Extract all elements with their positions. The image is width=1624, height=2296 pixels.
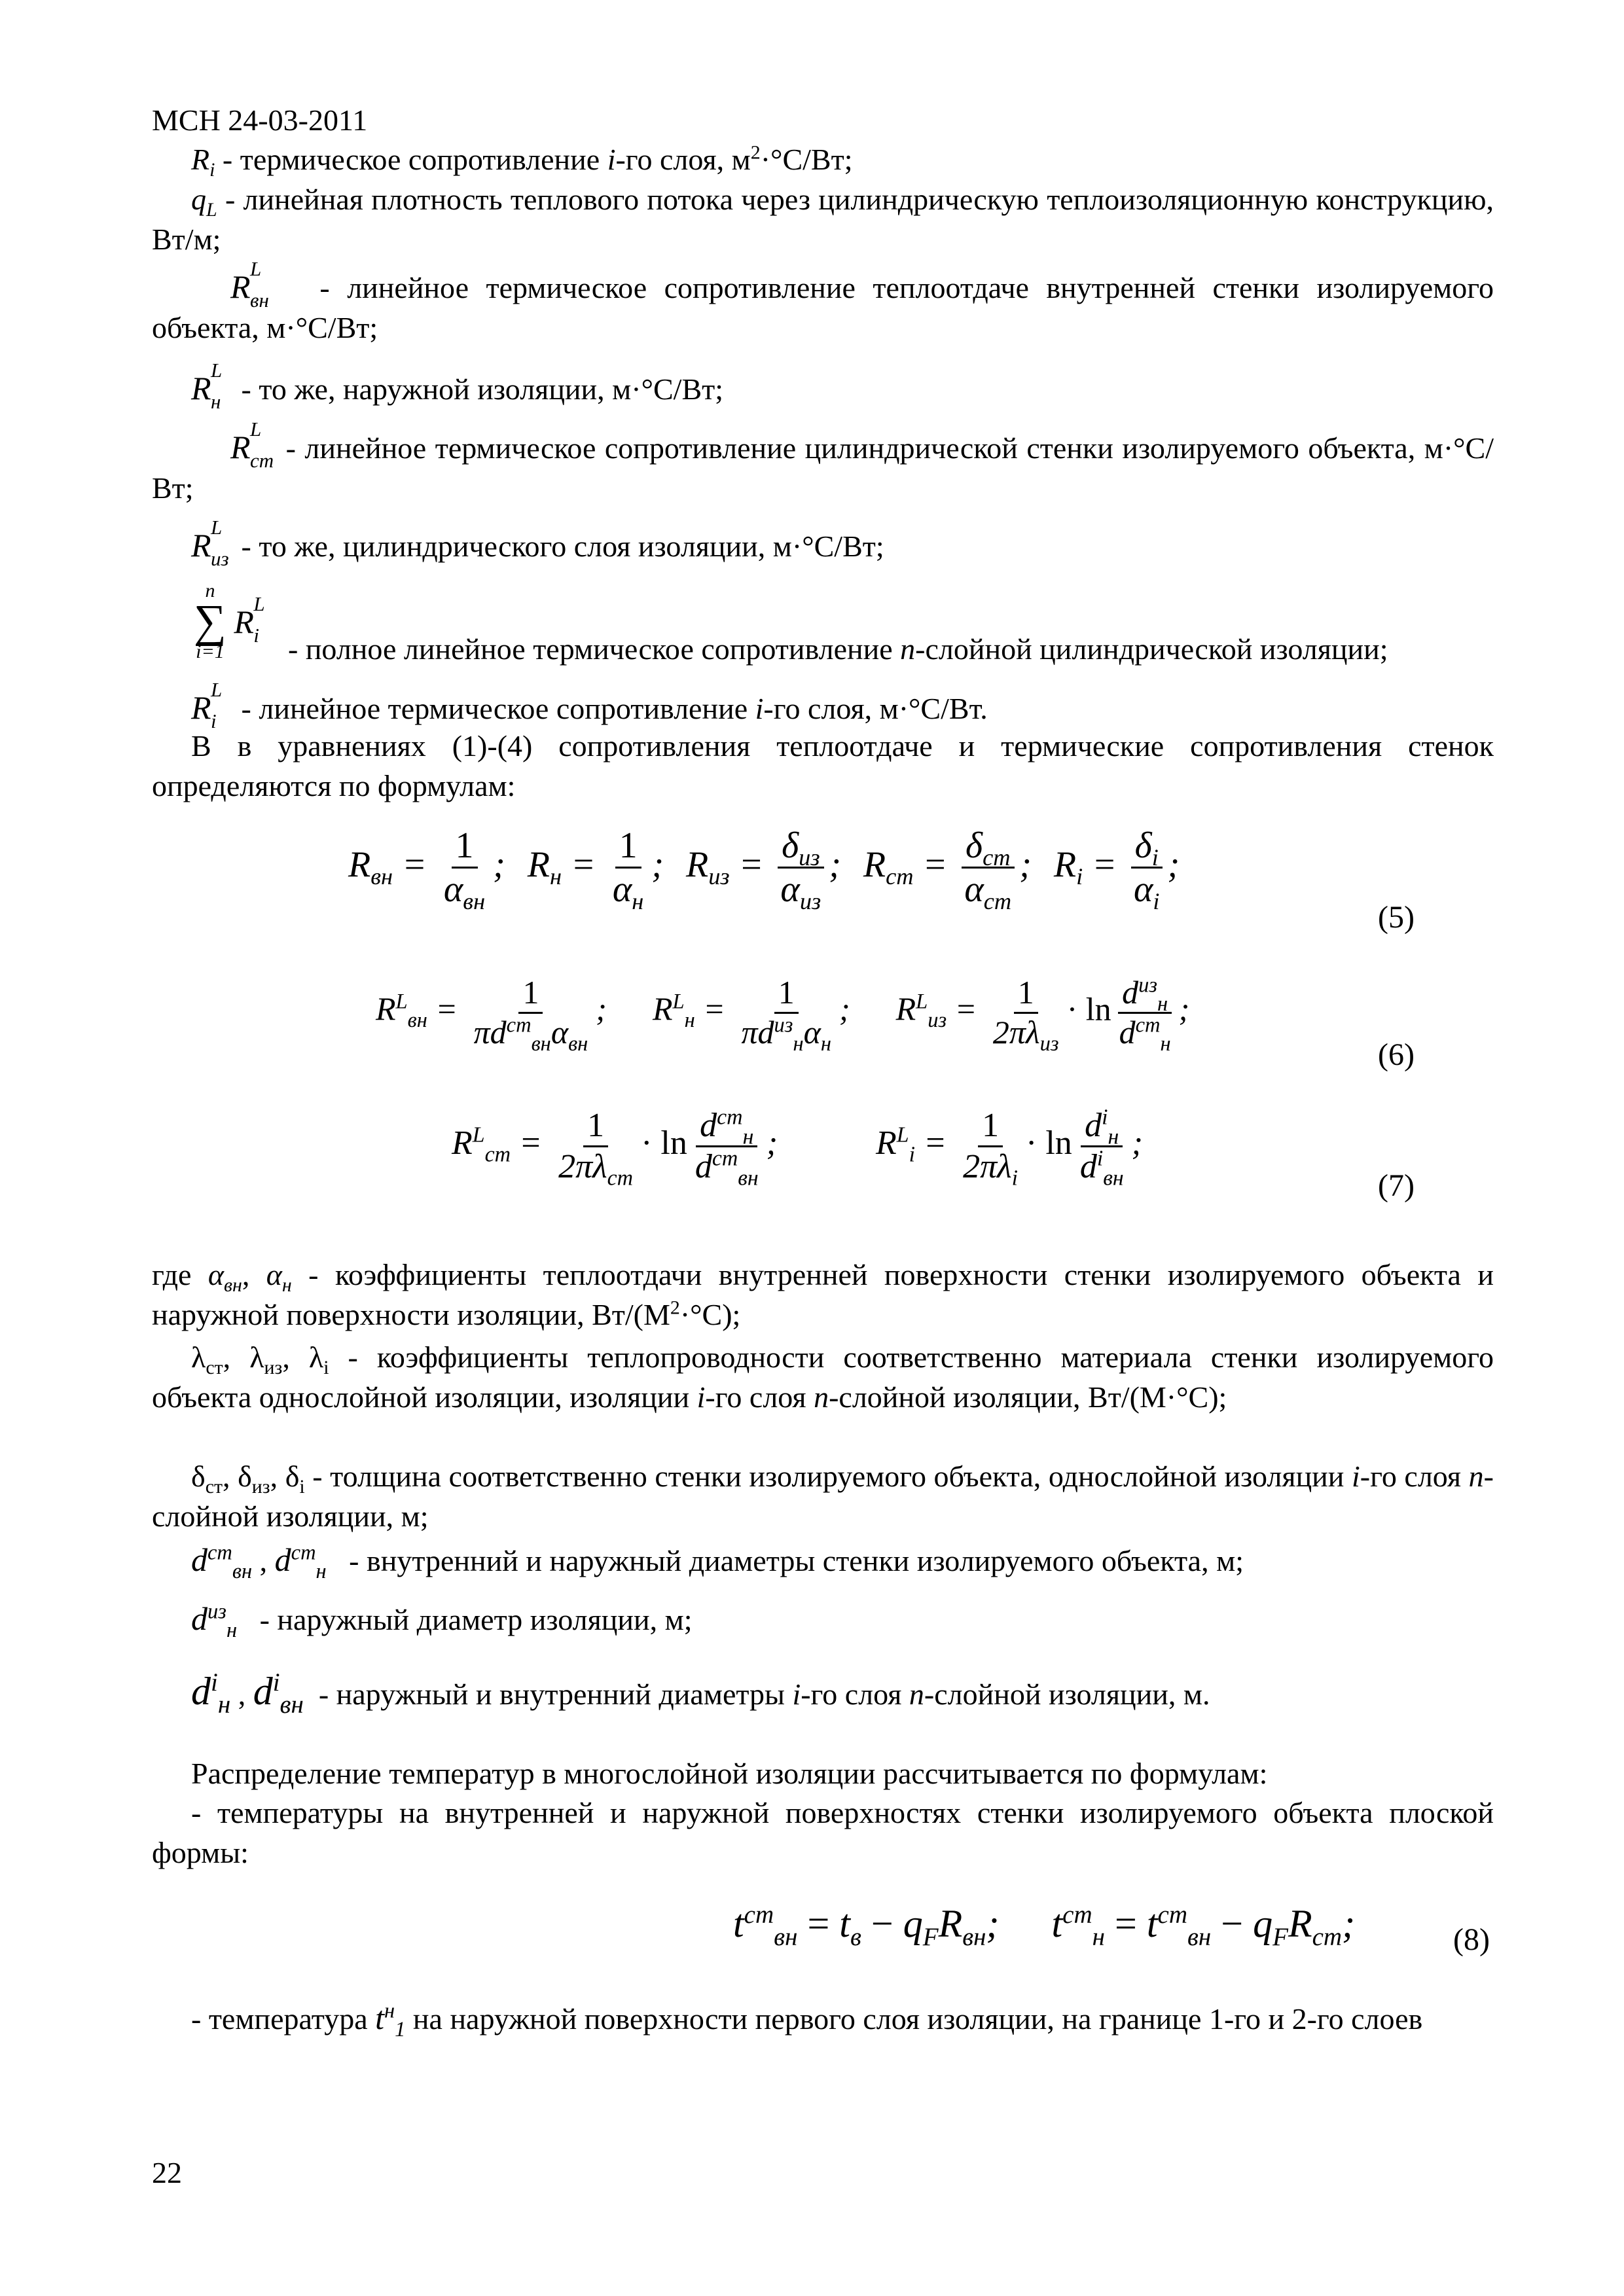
where-lambda: $\lambda_{ст}$, $\lambda_{из}$, $\lambda_i$ - коэффициенты теплопроводности соответственно материала стенки изолируемого объекта однослойной изоляции, изоляции i-го слоя n-слойной изоляции, Вт/(М·°С);: [152, 1340, 1494, 1414]
def-R-sum: - полное линейное термическое сопротивление n-слойной цилиндрической изоляции;: [288, 632, 1388, 666]
equation-number-7: (7): [1378, 1168, 1415, 1203]
where-alpha: где $\alpha_{вн}$, $\alpha_н$ - коэффициенты теплоотдачи внутренней поверхности стенки изолируемого объекта и наружной поверхности изоляции, $Вт/(М^2\cdot^\circ С)$;: [152, 1258, 1494, 1331]
standard-code: МСН 24-03-2011: [152, 103, 368, 137]
equation-number-5: (5): [1378, 900, 1415, 935]
equation-number-8: (8): [1453, 1922, 1490, 1957]
def-R-st: R L ст - линейное термическое сопротивление цилиндрической стенки изолируемого объекта, м·°С/Вт;: [152, 418, 1494, 505]
def-Ri: $R_i$ - термическое сопротивление i-го слоя, $м^2\cdot^\circ С/Вт$;: [191, 141, 853, 181]
where-delta: $\delta_{ст}$, $\delta_{из}$, $\delta_i$ - толщина соответственно стенки изолируемого объекта, однослойной изоляции i-го слоя n-слойной изоляции, м;: [152, 1460, 1494, 1533]
sum-symbol: n ∑ i=1 R L i: [194, 580, 265, 662]
temps-flat: - температуры на внутренней и наружной поверхностях стенки изолируемого объекта плоской формы:: [152, 1796, 1494, 1869]
equation-6: $R^L_{вн}$ = $\frac{1}{\pi d^{ст}_{вн}\alpha_{вн}}$ ; $R^L_н$ = $\frac{1}{\pi d^{из}_н\alpha_н}$ ; $R^L_{из}$ = $\frac{1}{2\pi\lambda_{из}}$ · ln $\frac{d^{из}_н}{d^{ст}_н}$ ;: [376, 973, 1190, 1056]
def-R-iz: R L из - то же, цилиндрического слоя изоляции, м·°С/Вт;: [191, 516, 884, 570]
def-qL: $q_L$ - линейная плотность теплового потока через цилиндрическую теплоизоляционную конструкцию, Вт/м;: [152, 183, 1494, 256]
def-R-vn: R L вн - линейное термическое сопротивление теплоотдаче внутренней стенки изолируемого объекта, м·°С/Вт;: [152, 257, 1494, 344]
intro-paragraph: В в уравнениях (1)-(4) сопротивления теплоотдаче и термические сопротивления стенок определяются по формулам:: [152, 729, 1494, 802]
equation-number-6: (6): [1378, 1037, 1415, 1072]
def-R-n: R L н - то же, наружной изоляции, м·°С/Вт;: [191, 359, 724, 413]
page-number: 22: [152, 2156, 182, 2189]
temps-intro: Распределение температур в многослойной изоляции рассчитывается по формулам:: [191, 1757, 1268, 1790]
equation-8: $t^{ст}_{вн} = t_в - q_FR_{вн}$; $t^{ст}_н = t^{ст}_{вн} - q_FR_{ст}$;: [733, 1901, 1356, 1951]
equation-7: $R^L_{ст}$ = $\frac{1}{2\pi\lambda_{ст}}$ · ln $\frac{d^{ст}_н}{d^{ст}_{вн}}$ ; $R^L_i$ = $\frac{1}{2\pi\lambda_i}$ · ln $\frac{d^i_н}{d^i_{вн}}$ ;: [452, 1105, 1143, 1191]
def-R-i: R L i - линейное термическое сопротивление i-го слоя, м·°С/Вт.: [191, 678, 988, 732]
where-d-st: $d^{ст}_{вн}$ , $d^{ст}_н$ - внутренний и наружный диаметры стенки изолируемого объекта, м;: [191, 1541, 1244, 1583]
where-d-i: $d^i_н$ , $d^i_{вн}$ - наружный и внутренний диаметры i-го слоя n-слойной изоляции, м.: [191, 1668, 1210, 1719]
where-d-iz: $d^{из}_н$ - наружный диаметр изоляции, м;: [191, 1600, 693, 1642]
equation-5: $R_{вн}$ = $\frac{1}{\alpha_{вн}}$ ; $R_н$ = $\frac{1}{\alpha_н}$ ; $R_{из}$ = $\frac{\delta_{из}}{\alpha_{из}}$ ; $R_{ст}$ = $\frac{\delta_{ст}}{\alpha_{ст}}$ ; $R_i$ = $\frac{\delta_i}{\alpha_i}$ ;: [348, 825, 1180, 915]
temps-first-layer: - температура $t^н_1$ на наружной поверхности первого слоя изоляции, на границе 1-го и 2-го слоев: [191, 1999, 1423, 2041]
